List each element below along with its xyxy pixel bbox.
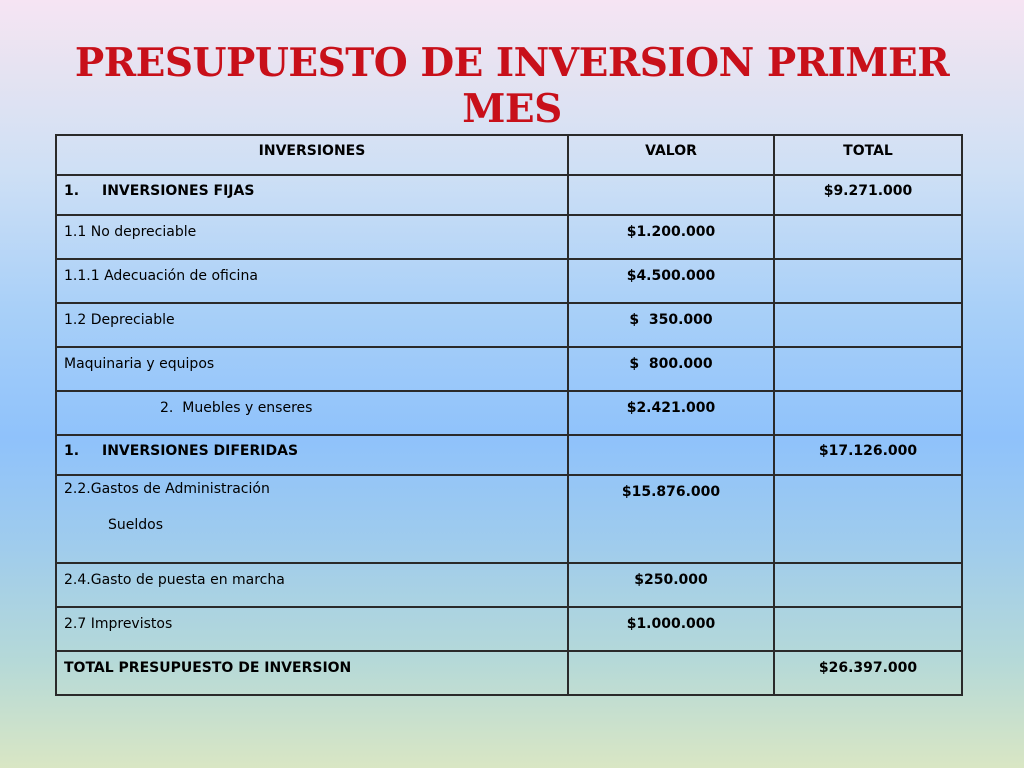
- row-label: TOTAL PRESUPUESTO DE INVERSION: [56, 651, 568, 695]
- budget-table: [55, 134, 963, 696]
- table-row: [56, 175, 962, 215]
- row-total: [774, 563, 962, 607]
- row-label: [56, 391, 568, 435]
- row-valor: $15.876.000: [568, 475, 774, 563]
- header-inversiones: INVERSIONES: [56, 135, 568, 175]
- table-row: [56, 475, 962, 563]
- row-label-text: INVERSIONES DIFERIDAS: [102, 443, 299, 459]
- row-valor: $ 350.000: [568, 303, 774, 347]
- row-sublabel: Sueldos: [108, 517, 164, 533]
- row-label: 2.4.Gasto de puesta en marcha: [56, 563, 568, 607]
- row-label-text: 2. Muebles y enseres: [160, 400, 313, 416]
- row-valor: [568, 175, 774, 215]
- header-valor: VALOR: [568, 135, 774, 175]
- row-total: [774, 607, 962, 651]
- table-row: [56, 303, 962, 347]
- row-total: $9.271.000: [774, 175, 962, 215]
- row-label-text: 2.2.Gastos de Administración: [64, 481, 270, 497]
- row-number: 1.: [64, 183, 80, 199]
- row-label: [56, 475, 568, 563]
- table-header-row: [56, 135, 962, 175]
- table-row: [56, 435, 962, 475]
- table-row: [56, 259, 962, 303]
- row-total: [774, 475, 962, 563]
- row-label: Maquinaria y equipos: [56, 347, 568, 391]
- row-valor: [568, 435, 774, 475]
- table-row: [56, 391, 962, 435]
- row-valor: $1.000.000: [568, 607, 774, 651]
- row-number: 1.: [64, 443, 80, 459]
- table-row: [56, 215, 962, 259]
- row-total: [774, 347, 962, 391]
- row-total: [774, 259, 962, 303]
- table-total-row: [56, 651, 962, 695]
- row-valor: $1.200.000: [568, 215, 774, 259]
- row-total: [774, 391, 962, 435]
- slide-title: PRESUPUESTO DE INVERSION PRIMER MES: [74, 40, 950, 132]
- row-label: 1.1.1 Adecuación de oficina: [56, 259, 568, 303]
- row-label: 1.2 Depreciable: [56, 303, 568, 347]
- row-label: [56, 175, 568, 215]
- row-valor: $250.000: [568, 563, 774, 607]
- table-row: [56, 563, 962, 607]
- header-total: TOTAL: [774, 135, 962, 175]
- row-total: $17.126.000: [774, 435, 962, 475]
- row-total: [774, 215, 962, 259]
- table-row: [56, 347, 962, 391]
- row-label: 2.7 Imprevistos: [56, 607, 568, 651]
- row-valor: $ 800.000: [568, 347, 774, 391]
- row-valor: $4.500.000: [568, 259, 774, 303]
- row-label-text: INVERSIONES FIJAS: [102, 183, 255, 199]
- row-label: 1.1 No depreciable: [56, 215, 568, 259]
- row-valor: [568, 651, 774, 695]
- row-valor: $2.421.000: [568, 391, 774, 435]
- table-row: [56, 607, 962, 651]
- row-label: [56, 435, 568, 475]
- row-total: $26.397.000: [774, 651, 962, 695]
- row-total: [774, 303, 962, 347]
